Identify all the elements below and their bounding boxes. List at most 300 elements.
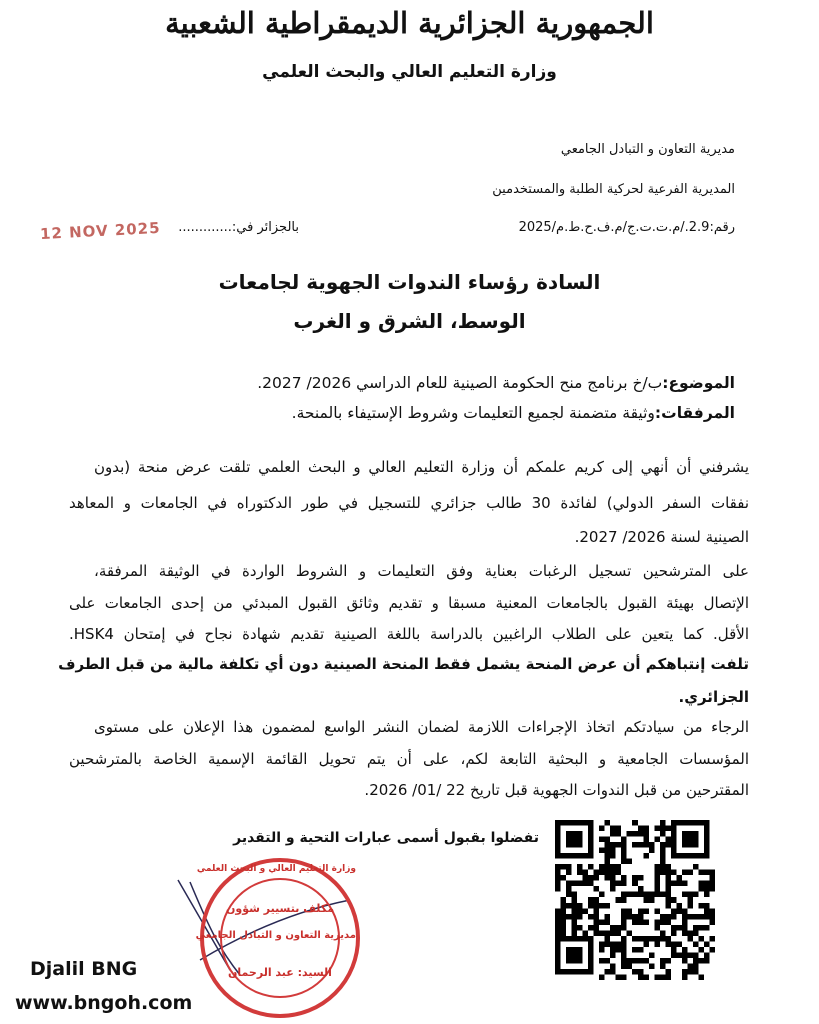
- qr-module: [671, 930, 677, 936]
- qr-module: [682, 870, 688, 876]
- qr-module: [665, 864, 671, 870]
- qr-module: [577, 820, 583, 826]
- qr-module: [698, 903, 704, 909]
- qr-module: [577, 881, 583, 887]
- qr-module: [682, 837, 688, 843]
- qr-module: [709, 936, 715, 942]
- qr-module: [605, 919, 611, 925]
- qr-module: [621, 837, 627, 843]
- qr-module: [709, 908, 715, 914]
- qr-module: [605, 853, 611, 859]
- qr-module: [588, 826, 594, 832]
- qr-module: [621, 925, 627, 931]
- qr-module: [583, 908, 589, 914]
- qr-module: [682, 925, 688, 931]
- qr-module: [583, 969, 589, 975]
- qr-module: [572, 958, 578, 964]
- qr-module: [555, 853, 561, 859]
- qr-module: [594, 908, 600, 914]
- qr-module: [583, 820, 589, 826]
- qr-module: [654, 881, 660, 887]
- body-line: الأقل. كما يتعين على الطلاب الراغبين بالدراسة باللغة الصينية تقديم شهادة نجاح في إمتحان HSK4.: [69, 625, 749, 643]
- qr-module: [632, 820, 638, 826]
- qr-module: [660, 848, 666, 854]
- qr-module: [660, 914, 666, 920]
- qr-module: [610, 848, 616, 854]
- qr-module: [555, 952, 561, 958]
- qr-module: [566, 831, 572, 837]
- qr-module: [621, 908, 627, 914]
- qr-module: [632, 875, 638, 881]
- qr-module: [687, 837, 693, 843]
- qr-module: [583, 875, 589, 881]
- qr-module: [577, 853, 583, 859]
- qr-module: [566, 842, 572, 848]
- qr-module: [583, 870, 589, 876]
- republic-title: الجمهورية الجزائرية الديمقراطية الشعبية: [165, 6, 654, 40]
- qr-module: [616, 864, 622, 870]
- qr-module: [588, 963, 594, 969]
- qr-module: [665, 936, 671, 942]
- qr-module: [704, 952, 710, 958]
- qr-module: [660, 936, 666, 942]
- qr-module: [616, 930, 622, 936]
- qr-module: [616, 831, 622, 837]
- qr-module: [588, 958, 594, 964]
- qr-module: [577, 864, 583, 870]
- qr-module: [665, 958, 671, 964]
- qr-module: [621, 958, 627, 964]
- qr-module: [654, 826, 660, 832]
- qr-module: [654, 919, 660, 925]
- qr-module: [610, 969, 616, 975]
- qr-module: [561, 897, 567, 903]
- qr-module: [583, 881, 589, 887]
- qr-module: [555, 886, 561, 892]
- qr-module: [682, 947, 688, 953]
- qr-module: [638, 914, 644, 920]
- reference-number: رقم:2.9./م.ت.ت.ج/م.ف.ح.ط.م/2025: [518, 220, 735, 235]
- body-line-emphasis: الجزائري.: [678, 688, 749, 706]
- qr-module: [594, 897, 600, 903]
- qr-module: [577, 952, 583, 958]
- qr-module: [660, 842, 666, 848]
- qr-module: [621, 914, 627, 920]
- qr-module: [682, 842, 688, 848]
- qr-module: [660, 870, 666, 876]
- qr-module: [588, 925, 594, 931]
- qr-module: [627, 908, 633, 914]
- qr-module: [643, 897, 649, 903]
- qr-module: [616, 947, 622, 953]
- body-line-emphasis: تلفت إنتباهكم أن عرض المنحة يشمل فقط المنحة الصينية دون أي تكلفة مالية من قبل الطرف: [58, 655, 749, 673]
- qr-module: [610, 875, 616, 881]
- qr-module: [599, 974, 605, 980]
- qr-module: [572, 892, 578, 898]
- qr-module: [638, 958, 644, 964]
- qr-module: [682, 908, 688, 914]
- qr-module: [627, 930, 633, 936]
- qr-module: [588, 897, 594, 903]
- qr-module: [555, 908, 561, 914]
- qr-module: [588, 881, 594, 887]
- qr-module: [555, 963, 561, 969]
- watermark-name: Djalil BNG: [30, 958, 138, 980]
- qr-module: [577, 936, 583, 942]
- qr-module: [643, 941, 649, 947]
- qr-module: [610, 941, 616, 947]
- qr-module: [643, 974, 649, 980]
- qr-module: [643, 908, 649, 914]
- qr-module: [566, 870, 572, 876]
- qr-module: [577, 969, 583, 975]
- qr-module: [572, 908, 578, 914]
- qr-module: [704, 892, 710, 898]
- qr-module: [627, 963, 633, 969]
- qr-module: [687, 842, 693, 848]
- qr-module: [643, 853, 649, 859]
- qr-module: [665, 914, 671, 920]
- qr-module: [654, 941, 660, 947]
- qr-module: [588, 914, 594, 920]
- attachments-text: وثيقة متضمنة لجميع التعليمات وشروط الإستيفاء بالمنحة.: [291, 404, 655, 422]
- qr-module: [638, 892, 644, 898]
- qr-module: [676, 952, 682, 958]
- qr-module: [693, 853, 699, 859]
- qr-module: [555, 941, 561, 947]
- qr-module: [665, 875, 671, 881]
- qr-module: [555, 837, 561, 843]
- qr-module: [671, 848, 677, 854]
- qr-module: [610, 864, 616, 870]
- qr-module: [572, 952, 578, 958]
- qr-module: [572, 842, 578, 848]
- qr-module: [704, 842, 710, 848]
- qr-module: [632, 969, 638, 975]
- qr-module: [676, 925, 682, 931]
- body-line: يشرفني أن أنهي إلى كريم علمكم أن وزارة التعليم العالي و البحث العلمي تلقت عرض منحة (بدون: [94, 458, 749, 476]
- qr-module: [632, 914, 638, 920]
- qr-module: [572, 919, 578, 925]
- qr-module: [577, 958, 583, 964]
- qr-module: [671, 925, 677, 931]
- qr-module: [704, 826, 710, 832]
- qr-module: [704, 870, 710, 876]
- subject-text: ب/خ برنامج منح الحكومة الصينية للعام الدراسي 2026/ 2027.: [257, 374, 663, 392]
- attachments-label: المرفقات:: [654, 404, 735, 422]
- qr-module: [627, 859, 633, 865]
- qr-module: [671, 947, 677, 953]
- qr-module: [588, 831, 594, 837]
- qr-module: [588, 952, 594, 958]
- qr-module: [654, 936, 660, 942]
- qr-module: [649, 952, 655, 958]
- qr-module: [588, 875, 594, 881]
- qr-module: [665, 974, 671, 980]
- qr-module: [671, 842, 677, 848]
- qr-module: [605, 820, 611, 826]
- qr-module: [682, 892, 688, 898]
- qr-module: [676, 903, 682, 909]
- qr-module: [577, 903, 583, 909]
- qr-module: [638, 842, 644, 848]
- subject-label: الموضوع:: [662, 374, 735, 392]
- qr-module: [654, 974, 660, 980]
- qr-module: [605, 941, 611, 947]
- qr-module: [588, 941, 594, 947]
- qr-module: [643, 842, 649, 848]
- qr-module: [594, 919, 600, 925]
- qr-module: [632, 892, 638, 898]
- qr-module: [682, 853, 688, 859]
- qr-module: [555, 969, 561, 975]
- qr-module: [704, 908, 710, 914]
- qr-module: [588, 837, 594, 843]
- qr-module: [643, 958, 649, 964]
- qr-module: [566, 952, 572, 958]
- qr-module: [709, 919, 715, 925]
- qr-module: [566, 864, 572, 870]
- qr-module: [621, 963, 627, 969]
- qr-module: [627, 914, 633, 920]
- qr-module: [693, 952, 699, 958]
- qr-module: [555, 875, 561, 881]
- qr-module: [605, 848, 611, 854]
- qr-module: [605, 870, 611, 876]
- qr-module: [616, 941, 622, 947]
- qr-module: [687, 831, 693, 837]
- qr-module: [621, 952, 627, 958]
- qr-module: [610, 930, 616, 936]
- qr-module: [687, 930, 693, 936]
- qr-module: [698, 947, 704, 953]
- qr-module: [643, 919, 649, 925]
- qr-module: [572, 853, 578, 859]
- qr-module: [566, 958, 572, 964]
- qr-module: [660, 859, 666, 865]
- qr-module: [572, 914, 578, 920]
- qr-module: [616, 870, 622, 876]
- qr-module: [665, 837, 671, 843]
- qr-module: [610, 925, 616, 931]
- qr-module: [561, 930, 567, 936]
- qr-module: [594, 903, 600, 909]
- qr-module: [693, 837, 699, 843]
- qr-module: [654, 892, 660, 898]
- qr-module: [566, 914, 572, 920]
- qr-module: [665, 870, 671, 876]
- qr-module: [555, 958, 561, 964]
- qr-module: [561, 914, 567, 920]
- qr-module: [588, 936, 594, 942]
- body-line: على المترشحين تسجيل الرغبات بعناية وفق التعليمات و الشروط الواردة في الوثيقة المرفقة،: [94, 562, 749, 580]
- qr-module: [572, 897, 578, 903]
- qr-module: [682, 974, 688, 980]
- addressee-line-1: السادة رؤساء الندوات الجهوية لجامعات: [218, 270, 601, 294]
- qr-module: [704, 837, 710, 843]
- qr-module: [660, 826, 666, 832]
- qr-module: [610, 886, 616, 892]
- qr-module: [555, 842, 561, 848]
- qr-module: [671, 870, 677, 876]
- qr-module: [577, 947, 583, 953]
- qr-module: [704, 941, 710, 947]
- qr-module: [698, 820, 704, 826]
- qr-module: [665, 903, 671, 909]
- qr-module: [632, 842, 638, 848]
- qr-module: [649, 936, 655, 942]
- qr-module: [632, 947, 638, 953]
- qr-module: [566, 881, 572, 887]
- qr-module: [709, 881, 715, 887]
- qr-module: [599, 892, 605, 898]
- seal-line-3: السيد: عبد الرحمان: [228, 966, 332, 979]
- qr-module: [638, 875, 644, 881]
- qr-module: [704, 831, 710, 837]
- qr-module: [665, 886, 671, 892]
- body-line: الإتصال بهيئة القبول بالجامعات المعنية مسبقا و تقديم وثائق القبول المبدئي من إحدى الجامعات على: [69, 594, 749, 612]
- qr-module: [605, 930, 611, 936]
- qr-module: [643, 837, 649, 843]
- qr-module: [555, 925, 561, 931]
- qr-module: [704, 903, 710, 909]
- qr-module: [654, 908, 660, 914]
- qr-module: [643, 826, 649, 832]
- qr-module: [621, 881, 627, 887]
- qr-module: [555, 848, 561, 854]
- qr-module: [605, 842, 611, 848]
- qr-module: [555, 870, 561, 876]
- seal-line-2: مديرية التعاون و التبادل الجامعي: [195, 930, 356, 941]
- qr-module: [561, 936, 567, 942]
- qr-module: [693, 930, 699, 936]
- qr-module: [676, 908, 682, 914]
- qr-module: [660, 831, 666, 837]
- qr-module: [682, 914, 688, 920]
- qr-module: [566, 892, 572, 898]
- qr-module: [676, 853, 682, 859]
- qr-module: [671, 826, 677, 832]
- qr-module: [599, 837, 605, 843]
- qr-module: [687, 903, 693, 909]
- qr-module: [693, 820, 699, 826]
- qr-module: [665, 941, 671, 947]
- qr-module: [561, 919, 567, 925]
- qr-module: [621, 974, 627, 980]
- qr-module: [682, 969, 688, 975]
- qr-module: [638, 947, 644, 953]
- qr-module: [682, 831, 688, 837]
- qr-module: [671, 881, 677, 887]
- qr-module: [561, 903, 567, 909]
- qr-module: [638, 969, 644, 975]
- qr-module: [572, 881, 578, 887]
- qr-module: [621, 919, 627, 925]
- qr-module: [572, 903, 578, 909]
- qr-module: [649, 842, 655, 848]
- subdirectorate: المديرية الفرعية لحركية الطلبة والمستخدمين: [492, 182, 735, 197]
- qr-module: [561, 864, 567, 870]
- qr-module: [555, 947, 561, 953]
- qr-module: [682, 958, 688, 964]
- qr-module: [599, 941, 605, 947]
- qr-module: [555, 826, 561, 832]
- qr-module: [638, 826, 644, 832]
- qr-module: [704, 886, 710, 892]
- qr-module: [682, 952, 688, 958]
- qr-module: [599, 930, 605, 936]
- qr-module: [638, 886, 644, 892]
- qr-module: [671, 914, 677, 920]
- qr-module: [676, 881, 682, 887]
- qr-module: [621, 842, 627, 848]
- qr-module: [687, 820, 693, 826]
- qr-module: [649, 897, 655, 903]
- qr-module: [583, 853, 589, 859]
- qr-module: [594, 914, 600, 920]
- qr-module: [555, 831, 561, 837]
- qr-module: [654, 837, 660, 843]
- qr-module: [665, 897, 671, 903]
- qr-module: [621, 941, 627, 947]
- qr-module: [583, 936, 589, 942]
- qr-module: [572, 930, 578, 936]
- seal-line-1: مكلف بتسيير شؤون: [225, 902, 335, 915]
- qr-module: [627, 831, 633, 837]
- qr-module: [577, 870, 583, 876]
- qr-module: [632, 831, 638, 837]
- qr-module: [676, 941, 682, 947]
- qr-module: [621, 848, 627, 854]
- qr-module: [698, 881, 704, 887]
- body-line: الصينية لسنة 2026/ 2027.: [574, 528, 749, 546]
- qr-module: [566, 903, 572, 909]
- qr-module: [566, 820, 572, 826]
- qr-module: [687, 952, 693, 958]
- qr-module: [616, 842, 622, 848]
- qr-module: [621, 897, 627, 903]
- qr-module: [632, 958, 638, 964]
- qr-module: [616, 897, 622, 903]
- qr-module: [687, 963, 693, 969]
- qr-module: [621, 947, 627, 953]
- qr-module: [594, 886, 600, 892]
- qr-module: [665, 881, 671, 887]
- qr-module: [704, 848, 710, 854]
- qr-module: [682, 820, 688, 826]
- qr-module: [649, 848, 655, 854]
- qr-module: [555, 881, 561, 887]
- qr-module: [577, 831, 583, 837]
- qr-module: [632, 919, 638, 925]
- qr-module: [621, 936, 627, 942]
- qr-module: [687, 853, 693, 859]
- qr-module: [577, 908, 583, 914]
- qr-module: [704, 958, 710, 964]
- seal-ring-text: وزارة التعليم العالي و البحث العلمي: [196, 864, 356, 874]
- qr-module: [588, 969, 594, 975]
- qr-module: [588, 903, 594, 909]
- date-stamp: 12 NOV 2025: [39, 218, 161, 244]
- qr-module: [572, 925, 578, 931]
- qr-module: [671, 941, 677, 947]
- qr-module: [561, 925, 567, 931]
- qr-module: [682, 881, 688, 887]
- qr-module: [594, 930, 600, 936]
- qr-module: [654, 870, 660, 876]
- qr-module: [588, 820, 594, 826]
- qr-module: [616, 826, 622, 832]
